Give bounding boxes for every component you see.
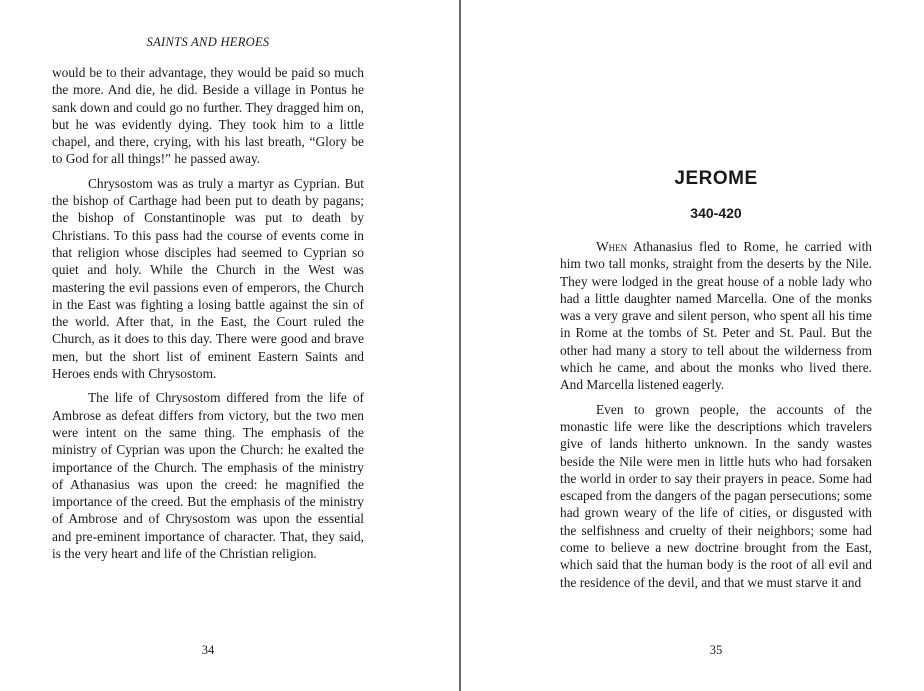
page-number: 34 [201, 643, 215, 657]
left-page-text [52, 64, 364, 569]
paragraph: Chrysostom was as truly a martyr as Cyprian. But the bishop of Carthage had been put to death by pagans; the bishop of Constantinople was put to death by Christians. To this pass had the course of events come in that religion whose disciples had seemed to Cyprian so quiet and holy. While the Church in the West was mastering the evil passions even of emperors, the Church in the East was fighting a losing battle against the sin of the world. After that, in the East, the Court ruled the Church, as it does to this day. There were good and brave men, but the short list of eminent Eastern Saints and Heroes ends with Chrysostom. [52, 175, 364, 382]
paragraph-text: Athanasius fled to Rome, he carried with him two tall monks, straight from the deserts by the Nile. They were lodged in the great house of a noble lady who had a little daughter named Marcella. One of the monks was a very grave and silent person, who spent all his time in Rome at the tombs of St. Peter and St. Paul. But the other had many a story to tell about the wilderness from which he came, and about the monks who lived there. And Marcella listened eagerly. [560, 239, 872, 393]
paragraph [560, 238, 872, 394]
paragraph: would be to their advantage, they would be paid so much the more. And die, he did. Beside a village in Pontus he sank down and could go no further. They dragged him on, but he was evidently dying. They took him to a little chapel, and there, crying, with his last breath, “Glory be to God for all things!” he passed away. [52, 65, 364, 167]
paragraph: The life of Chrysostom differed from the life of Ambrose as defeat differs from victory, but the two men were intent on the same thing. The emphasis of the ministry of Cyprian was upon the Church: he exalted the importance of the Church. The emphasis of the ministry of Athanasius was upon the creed: he magnified the importance of the creed. But the emphasis of the ministry of Ambrose and of Chrysostom was upon the essential and pre-eminent importance of character. That, they said, is the very heart and life of the Christian religion. [52, 390, 364, 562]
page-number: 35 [709, 643, 723, 657]
right-page-text [560, 238, 872, 598]
paragraph: Even to grown people, the accounts of the monastic life were like the descriptions which travelers give of lands hitherto unknown. In the sandy wastes beside the Nile were men in little huts who had forsaken the world in order to say their prayers in peace. Some had escaped from the dangers of the pagan persecutions; some had grown weary of the life of cities, or disgusted with the selfishness and cruelty of their neighbors; some had come to believe a new doctrine brought from the East, which said that the human body is the root of all evil and the residence of the devil, and that we must starve it and [560, 401, 872, 590]
chapter-dates: 340-420 [690, 205, 742, 221]
left-page [0, 0, 460, 691]
page-gutter-divider [459, 0, 461, 691]
chapter-title: JEROME [674, 168, 758, 189]
running-head: SAINTS AND HEROES [146, 35, 270, 49]
drop-word: When [596, 239, 628, 254]
